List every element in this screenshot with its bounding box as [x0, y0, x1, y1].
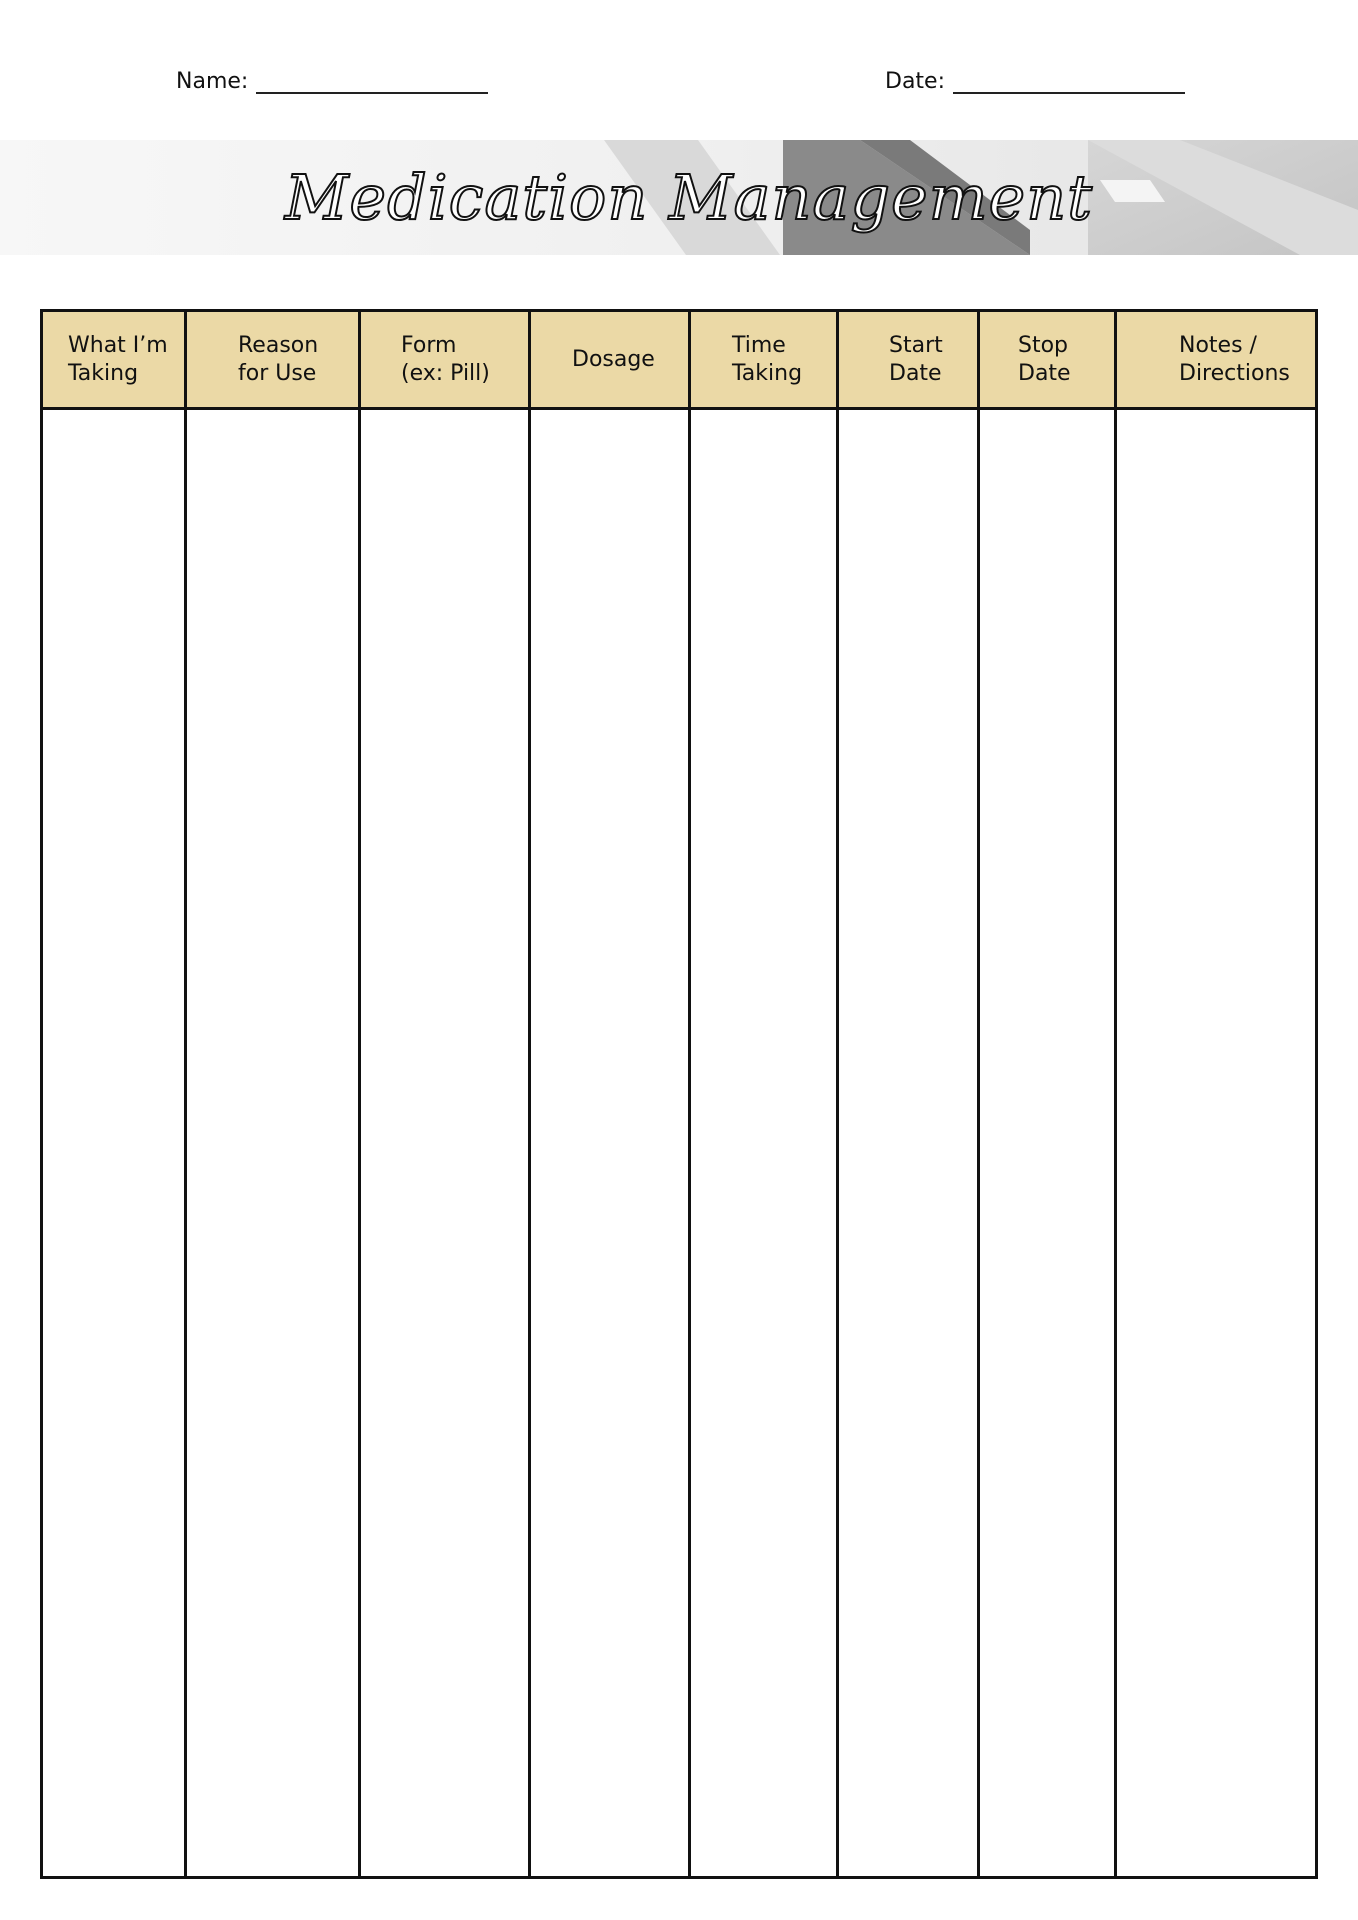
name-label: Name:	[176, 69, 249, 94]
table-cell-notes[interactable]	[1116, 409, 1317, 1878]
medication-table	[40, 309, 1318, 1879]
name-field[interactable]	[176, 68, 488, 94]
table-cell-dosage[interactable]	[530, 409, 690, 1878]
table-header-row	[42, 311, 1317, 409]
column-header	[1116, 311, 1317, 409]
column-header	[979, 311, 1116, 409]
table-cell-time[interactable]	[690, 409, 838, 1878]
table-cell-what-taking[interactable]	[42, 409, 186, 1878]
column-header-label: What I’m Taking	[68, 332, 168, 386]
table-cell-start-date[interactable]	[838, 409, 979, 1878]
column-header	[360, 311, 530, 409]
name-input-line[interactable]	[256, 68, 488, 94]
date-input-line[interactable]	[953, 68, 1185, 94]
column-header-label: Stop Date	[1018, 332, 1071, 386]
date-label: Date:	[885, 69, 945, 94]
table-cell-stop-date[interactable]	[979, 409, 1116, 1878]
column-header-label: Notes / Directions	[1179, 332, 1290, 386]
column-header	[530, 311, 690, 409]
table-cell-reason[interactable]	[186, 409, 360, 1878]
column-header-label: Time Taking	[732, 332, 803, 386]
column-header	[42, 311, 186, 409]
date-field[interactable]	[885, 68, 1185, 94]
column-header	[838, 311, 979, 409]
table-row	[42, 409, 1317, 1878]
column-header-label: Reason for Use	[238, 332, 319, 386]
column-header-label: Form (ex: Pill)	[401, 332, 490, 386]
page-title: Medication Management	[284, 161, 1094, 234]
column-header-label: Start Date	[889, 332, 943, 386]
column-header	[690, 311, 838, 409]
table-cell-form[interactable]	[360, 409, 530, 1878]
column-header-label: Dosage	[572, 346, 655, 372]
title-banner	[0, 140, 1358, 255]
column-header	[186, 311, 360, 409]
